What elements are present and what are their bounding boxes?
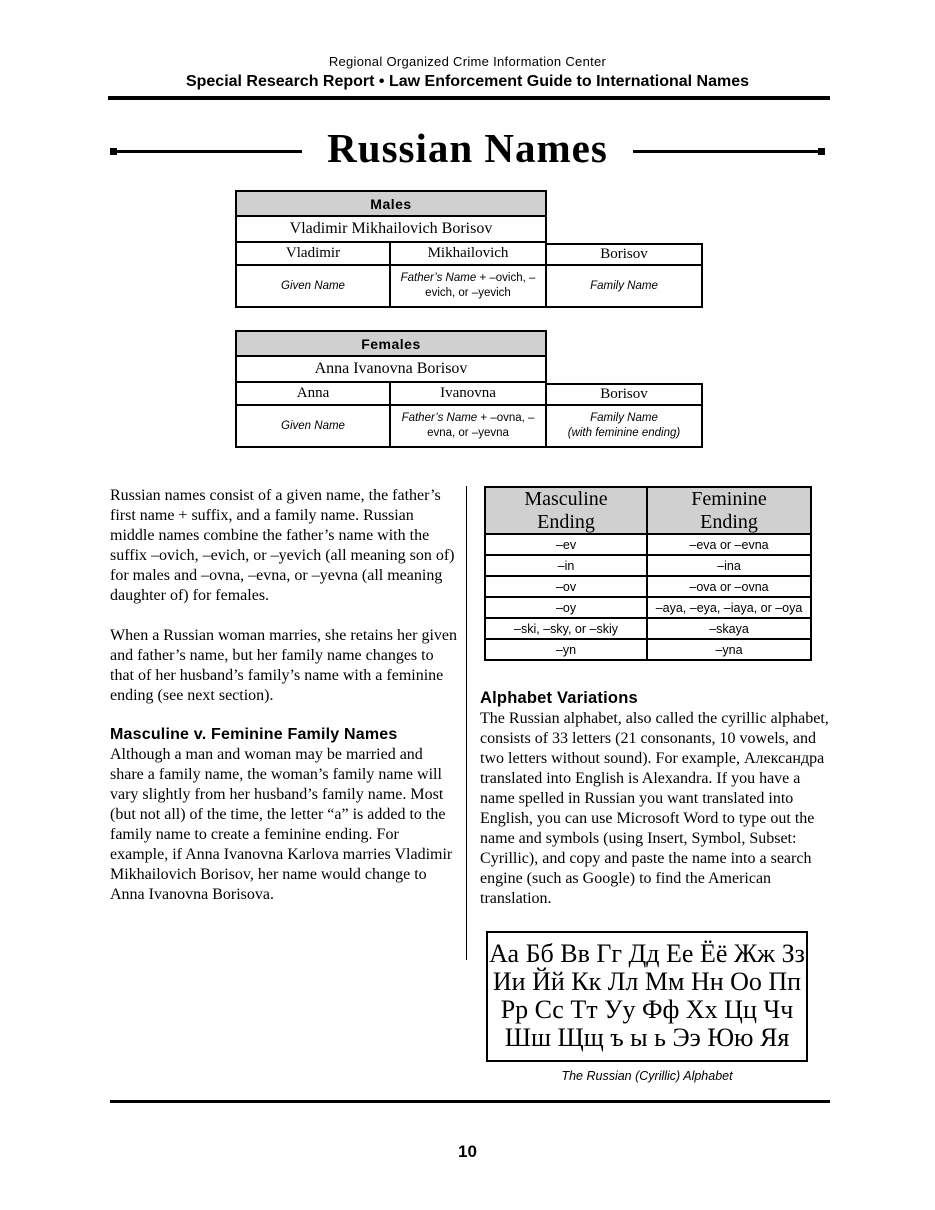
cyrillic-line-1: Аа Бб Вв Гг Дд Ее Ёё Жж Зз	[489, 939, 805, 968]
endings-cell: –ev	[484, 535, 648, 556]
endings-cell: –aya, –eya, –iaya, or –oya	[648, 598, 812, 619]
males-patronymic-name: Mikhailovich	[391, 243, 547, 266]
given-role-label: Given Name	[281, 419, 345, 432]
cyrillic-line-4: Шш Щщ ъ ы ь Ээ Юю Яя	[504, 1023, 790, 1052]
page-title: Russian Names	[327, 125, 608, 171]
column-divider	[466, 486, 467, 960]
endings-table	[484, 486, 830, 661]
title-end-square-left	[110, 148, 117, 155]
males-name-table	[235, 190, 935, 308]
alphabet-paragraph: The Russian alphabet, also called the cyrillic alphabet, consists of 33 letters (21 consonants, 10 vowels, and two letters without sound). For example, Александра translated into English is Alexandra. If you have a name spelled in Russian you want translated into English, you can use Microsoft Word to type out the name and symbols (using Insert, Symbol, Subset: Cyrillic), and copy and paste the name into a search engine (such as Google) to find the American translation.	[480, 710, 829, 907]
females-family-name: Borisov	[547, 383, 703, 406]
females-patronymic-role	[391, 406, 547, 448]
feminine-ending-header: Feminine Ending	[648, 486, 812, 535]
section-heading-masculine-v-feminine: Masculine v. Feminine Family Names	[110, 726, 398, 743]
header-rule	[108, 96, 830, 100]
endings-cell: –yn	[484, 640, 648, 661]
males-family-name: Borisov	[547, 243, 703, 266]
section-heading-alphabet-variations: Alphabet Variations	[480, 689, 638, 707]
females-given-name: Anna	[235, 383, 391, 406]
endings-cell: –ina	[648, 556, 812, 577]
males-given-name: Vladimir	[235, 243, 391, 266]
left-column	[110, 486, 457, 925]
females-name-table	[235, 330, 935, 448]
running-header	[0, 0, 935, 91]
right-column	[480, 486, 830, 1083]
report-title: Special Research Report • Law Enforcement Guide to International Names	[185, 73, 750, 90]
title-rule-right	[633, 150, 818, 153]
intro-paragraph-2: When a Russian woman marries, she retains her given and father’s name, but her family name changes to that of her husband’s family’s name with a feminine ending (see next section).	[110, 627, 458, 704]
endings-cell: –yna	[648, 640, 812, 661]
endings-cell: –ova or –ovna	[648, 577, 812, 598]
males-table-spacer	[547, 190, 703, 243]
males-family-role: Family Name	[547, 266, 703, 308]
endings-cell: –eva or –evna	[648, 535, 812, 556]
footer-rule	[110, 1100, 830, 1103]
cyrillic-alphabet-caption: The Russian (Cyrillic) Alphabet	[561, 1069, 733, 1083]
females-table-spacer	[547, 330, 703, 383]
females-table-header: Females	[235, 330, 547, 357]
males-table-header: Males	[235, 190, 547, 217]
title-row	[110, 126, 825, 176]
name-structure-tables	[235, 190, 935, 448]
title-rule-left	[117, 150, 302, 153]
endings-cell: –ov	[484, 577, 648, 598]
females-full-name: Anna Ivanovna Borisov	[235, 357, 547, 383]
endings-cell: –in	[484, 556, 648, 577]
females-patronymic-name: Ivanovna	[391, 383, 547, 406]
males-given-role	[235, 266, 391, 308]
females-given-role	[235, 406, 391, 448]
endings-cell: –ski, –sky, or –skiy	[484, 619, 648, 640]
males-full-name: Vladimir Mikhailovich Borisov	[235, 217, 547, 243]
intro-paragraph-1: Russian names consist of a given name, the father’s first name + suffix, and a family name. Russian middle names combine the father’s name with the suffix –ovich, –evich, or –yevich (all meaning son of) for males and –ovna, –evna, or –yevna (all meaning daughter of) for females.	[110, 487, 455, 604]
two-column-section	[110, 486, 830, 1083]
cyrillic-line-3: Рр Сс Тт Уу Фф Хх Цц Чч	[500, 995, 794, 1024]
masculine-feminine-paragraph: Although a man and woman may be married and share a family name, the woman’s family name will vary slightly from her husband’s family name. Most (but not all) of the time, the letter “a” is added to the family name to create a feminine ending. For example, if Anna Ivanovna Karlova marries Vladimir Mikhailovich Borisov, her name would change to Anna Ivanovna Borisova.	[110, 746, 453, 903]
females-family-role: Family Name (with feminine ending)	[547, 406, 703, 448]
males-patronymic-role	[391, 266, 547, 308]
patronymic-role-text: Father’s Name + –ovna, –evna, or –yevna	[401, 412, 535, 439]
title-end-square-right	[818, 148, 825, 155]
given-role-label: Given Name	[281, 279, 345, 292]
organization-name: Regional Organized Crime Information Center	[328, 54, 607, 69]
endings-cell: –skaya	[648, 619, 812, 640]
cyrillic-alphabet-box	[486, 931, 808, 1062]
cyrillic-line-2: Ии Йй Кк Лл Мм Нн Оо Пп	[492, 967, 802, 996]
patronymic-role-text: Father’s Name + –ovich, –evich, or –yevich	[400, 272, 536, 299]
endings-cell: –oy	[484, 598, 648, 619]
masculine-ending-header: Masculine Ending	[484, 486, 648, 535]
page-number: 10	[458, 1142, 477, 1161]
